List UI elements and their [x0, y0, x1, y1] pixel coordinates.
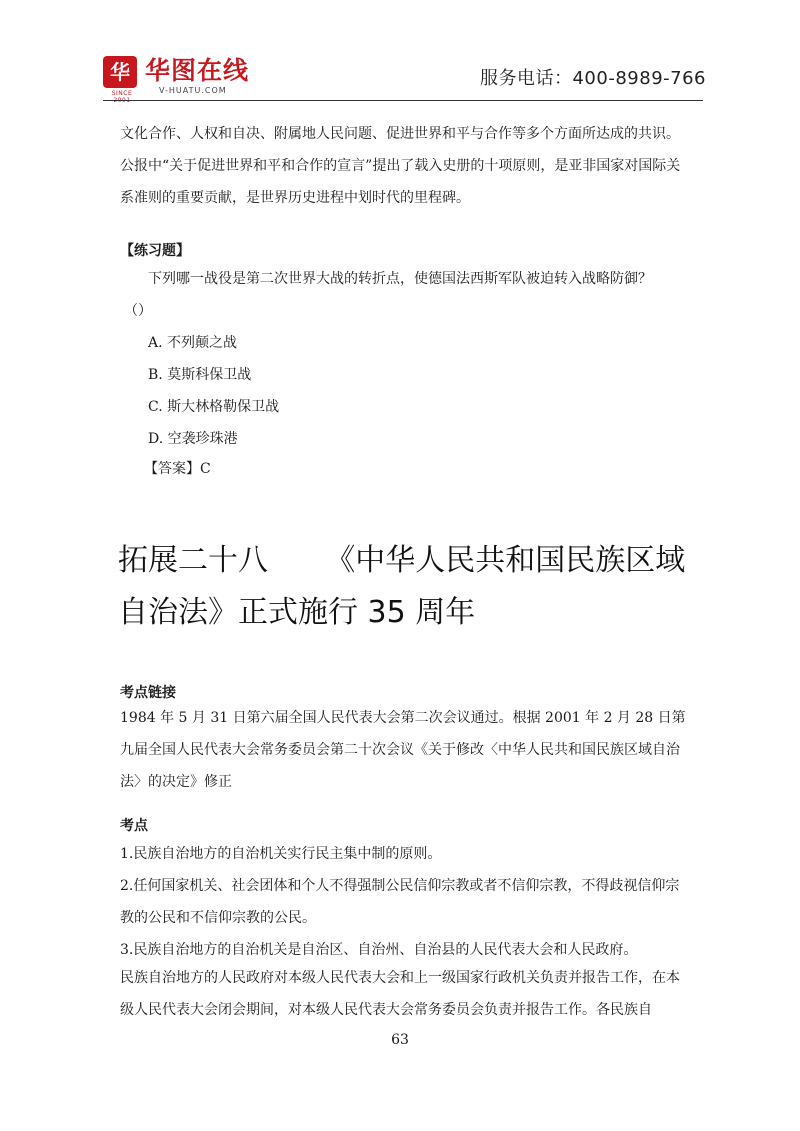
huatu-logo — [103, 56, 303, 100]
logo-name: 华图在线 — [145, 56, 250, 85]
logo-domain: V-HUATU.COM — [159, 86, 227, 95]
option-b: B. 莫斯科保卫战 — [148, 367, 252, 383]
header-divider — [103, 100, 703, 101]
intro-paragraph: 文化合作、人权和自决、附属地人民问题、促进世界和平与合作等多个方面所达成的共识。公报中“关于促进世界和平和合作的宣言”提出了载入史册的十项原则，是亚非国家对国际关系准则的重要贡献，是世界历史进程中划时代的里程碑。 — [120, 126, 681, 206]
point-2: 2.任何国家机关、社会团体和个人不得强制公民信仰宗教或者不信仰宗教，不得歧视信仰宗教的公民和不信仰宗教的公民。 — [120, 878, 680, 926]
exercise-heading: 【练习题】 — [120, 243, 190, 259]
option-d: D. 空袭珍珠港 — [148, 431, 238, 447]
point-3: 3.民族自治地方的自治机关是自治区、自治州、自治县的人民代表大会和人民政府。 — [120, 942, 638, 958]
page-header — [0, 0, 800, 100]
service-hotline: 服务电话：400-8989-766 — [479, 68, 706, 89]
exercise-blank: （） — [124, 303, 152, 319]
section-title-line-1: 拓展二十八 《中华人民共和国民族区域 — [118, 543, 686, 578]
option-c: C. 斯大林格勒保卫战 — [148, 399, 280, 415]
points-heading: 考点 — [120, 818, 148, 834]
logo-since: SINCE — [111, 90, 133, 97]
option-a: A. 不列颠之战 — [148, 335, 238, 351]
logo-mark-icon: 华 — [103, 56, 137, 88]
exercise-question: 下列哪一战役是第二次世界大战的转折点，使德国法西斯军队被迫转入战略防御？ — [148, 271, 652, 287]
link-heading: 考点链接 — [120, 685, 176, 701]
point-1: 1.民族自治地方的自治机关实行民主集中制的原则。 — [120, 846, 442, 862]
page-number: 63 — [391, 1032, 409, 1048]
link-text: 1984 年 5 月 31 日第六届全国人民代表大会第二次会议通过。根据 2001 年 2 月 28 日第九届全国人民代表大会常务委员会第二十次会议《关于修改〈中华人民共和国民族区域自治法〉的决定》修正 — [120, 710, 686, 790]
section-title-line-2: 自治法》正式施行 35 周年 — [118, 595, 476, 630]
exercise-answer: 【答案】C — [144, 461, 211, 477]
point-3-continued: 民族自治地方的人民政府对本级人民代表大会和上一级国家行政机关负责并报告工作，在本级人民代表大会闭会期间，对本级人民代表大会常务委员会负责并报告工作。各民族自 — [120, 970, 680, 1018]
